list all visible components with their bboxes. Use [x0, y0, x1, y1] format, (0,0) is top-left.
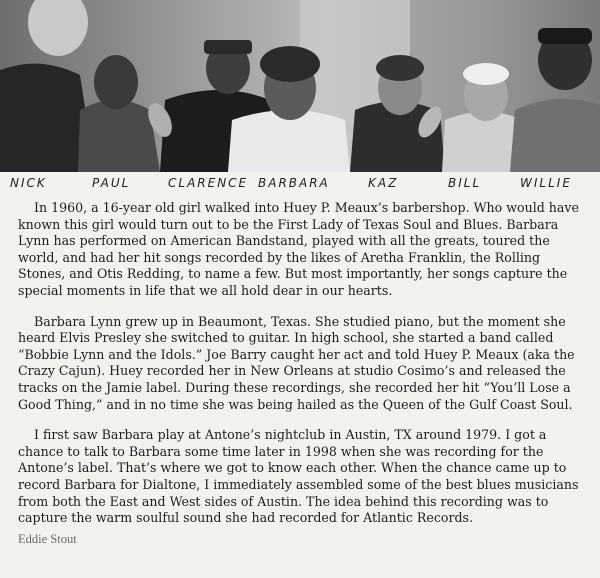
paragraph-intro: In 1960, a 16-year old girl walked into Huey P. Meaux’s barbershop. Who would have known this girl would turn out to be the First Lady of Texas Soul and Blues. Barbara Lynn has performed on American Bandstand, played with all the greats, toured the world, and had her hit songs recorded by the likes of Aretha Franklin, the Rolling Stones, and Otis Redding, to name a few. But most importantly, her songs capture the special moments in life that we all hold dear in our hearts.	[18, 200, 579, 298]
caption-name-clarence: CLARENCE	[168, 176, 249, 190]
paragraph-recording: I first saw Barbara play at Antone’s nightclub in Austin, TX around 1979. I got a chance to talk to Barbara some time later in 1998 when she was recording for the Antone’s label. That’s where we got to know each other. When the chance came up to record Barbara for Dialtone, I immediately assembled some of the best blues musicians from both the East and West sides of Austin. The idea behind this recording was to capture the warm soulful sound she had recorded for Atlantic Records.	[18, 427, 579, 526]
caption-name-paul: PAUL	[92, 176, 131, 190]
article-body	[18, 200, 590, 547]
caption-name-nick: NICK	[10, 176, 47, 190]
author-signature: Eddie Stout	[18, 531, 77, 546]
band-photo	[0, 0, 600, 172]
caption-name-bill: BILL	[448, 176, 482, 190]
caption-name-willie: WILLIE	[520, 176, 572, 190]
caption-name-kaz: KAZ	[368, 176, 399, 190]
caption-name-barbara: BARBARA	[258, 176, 330, 190]
photo-caption	[0, 176, 600, 198]
paragraph-biography: Barbara Lynn grew up in Beaumont, Texas. She studied piano, but the moment she heard Elvis Presley she switched to guitar. In high school, she started a band called “Bobbie Lynn and the Idols.” Joe Barry caught her act and told Huey P. Meaux (aka the Crazy Cajun). Huey recorded her in New Orleans at studio Cosimo’s and released the tracks on the Jamie label. During these recordings, she recorded her hit “You’ll Lose a Good Thing,” and in no time she was being hailed as the Queen of the Gulf Coast Soul.	[18, 313, 575, 412]
